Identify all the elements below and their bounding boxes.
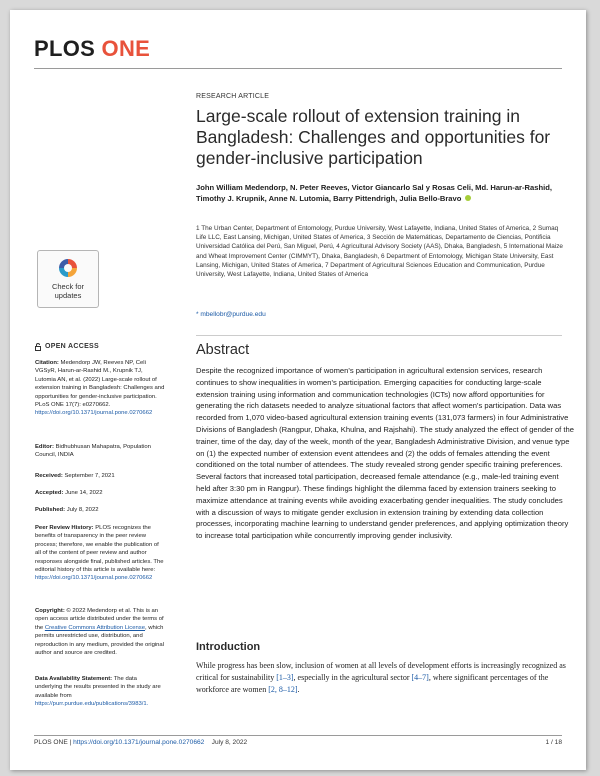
reference-link[interactable]: [2, 8–12] bbox=[268, 685, 298, 694]
data-availability-block bbox=[35, 675, 165, 709]
license-link[interactable]: Creative Commons Attribution License bbox=[44, 624, 146, 631]
copyright-label: Copyright: bbox=[35, 608, 65, 614]
published-date: July 8, 2022 bbox=[66, 507, 99, 513]
peer-review-link[interactable]: https://doi.org/10.1371/journal.pone.0270662 bbox=[35, 575, 153, 582]
introduction-heading: Introduction bbox=[196, 641, 261, 653]
accepted-date: June 14, 2022 bbox=[65, 490, 103, 496]
abstract-heading: Abstract bbox=[196, 342, 250, 358]
editor-label: Editor: bbox=[35, 444, 54, 450]
footer-divider bbox=[34, 735, 562, 736]
peer-review-block bbox=[35, 524, 165, 583]
data-availability-label: Data Availability Statement: bbox=[35, 676, 113, 682]
peer-review-text: PLOS recognizes the benefits of transparency in the peer review process; therefore, we enable the publication of all of the content of peer review and author responses alongside final, published articles. The editorial history of this article is available here: bbox=[35, 525, 164, 574]
intro-text-part: . bbox=[297, 685, 300, 694]
data-availability-link[interactable]: https://purr.purdue.edu/publications/3983/1. bbox=[35, 701, 149, 708]
citation-block bbox=[35, 359, 165, 418]
accepted-label: Accepted: bbox=[35, 490, 64, 496]
open-access-text: OPEN ACCESS bbox=[45, 343, 99, 350]
article-title: Large-scale rollout of extension training in Bangladesh: Challenges and opportunities for gender-inclusive participation bbox=[196, 106, 551, 168]
article-type: RESEARCH ARTICLE bbox=[196, 93, 270, 100]
published-block bbox=[35, 506, 165, 514]
copyright-text: © 2022 Medendorp et al. This is an open access article distributed under the terms of the bbox=[35, 608, 164, 631]
received-block bbox=[35, 472, 165, 480]
check-updates-label bbox=[38, 283, 98, 300]
journal-logo[interactable] bbox=[34, 36, 150, 62]
copyright-block bbox=[35, 607, 165, 657]
citation-doi-link[interactable]: https://doi.org/10.1371/journal.pone.0270662 bbox=[35, 410, 153, 417]
data-availability-text: The data underlying the results presented in the study are available from bbox=[35, 676, 161, 699]
footer-date: July 8, 2022 bbox=[211, 739, 248, 746]
received-label: Received: bbox=[35, 473, 63, 479]
check-updates-line2: updates bbox=[54, 290, 82, 300]
abstract-divider bbox=[196, 335, 562, 336]
corresponding-email[interactable]: * mbellobr@purdue.edu bbox=[196, 311, 266, 318]
lock-icon bbox=[35, 343, 41, 351]
abstract-text: Despite the recognized importance of women's participation in agricultural extension services, research continues to show inequalities in women's participation. Emerging capacities for conducting large-scale extension training using information and communication technologies (ICTs) now afford opportunities for generating the rich datasets needed to analyze situational factors that affect women's participation. Data was recorded from 1,070 video-based agricultural extension training events (131,073 farmers) in four Administrative Divisions of Bangladesh (Rangpur, Dhaka, Khulna, and Rajshahi). The study analyzed the effect of gender of the trainer, time of the day, day of the week, month of the year, Bangladesh Administrative Division, and venue type on (1) the expected number of extension event attendees and (2) the odds of females attending the event conditioned on the total number of attendees. The study revealed strong gender specific training preferences. Several factors that increased total participation, decreased female attendance (e.g., male-led training event held after 3:30 pm in Rangpur). These findings highlight the dilemma faced by extension trainers seeking to maximize attendance at training events while avoiding exacerbating gender inequalities. The study concludes with a discussion of ways to mitigate gender exclusion in extension training by extending data collection processes, incorporating machine learning to understand gender preferences, and applying optimization theory to increase total participation while concurrently improving gender inclusivity. bbox=[196, 366, 574, 541]
published-label: Published: bbox=[35, 507, 66, 513]
open-access-label bbox=[35, 343, 165, 351]
page-number: 1 / 18 bbox=[545, 739, 562, 746]
editor-text: Bidhubhusan Mahapatra, Population Council, INDIA bbox=[35, 444, 151, 459]
intro-text-part: , especially in the agricultural sector bbox=[293, 673, 412, 682]
footer-journal: PLOS ONE | bbox=[34, 739, 74, 746]
footer-doi-link[interactable]: https://doi.org/10.1371/journal.pone.0270662 bbox=[73, 739, 205, 746]
reference-link[interactable]: [1–3] bbox=[276, 673, 294, 682]
citation-text: Medendorp JW, Reeves NP, Celi VGSyR, Harun-ar-Rashid M., Krupnik TJ, Lutomia AN, et al. (2022) Large-scale rollout of extension training in Bangladesh: Challenges and opportunities for gender-inclusive participation. PLoS ONE 17(7): e0270662. bbox=[35, 360, 165, 409]
check-updates-icon bbox=[57, 257, 79, 279]
intro-text-part: , where significant percentages of the workforce are women bbox=[196, 673, 549, 694]
check-for-updates-badge[interactable] bbox=[37, 250, 99, 308]
page-footer bbox=[34, 739, 247, 746]
author-list bbox=[196, 182, 571, 204]
intro-text-part: While progress has been slow, inclusion of women at all levels of development efforts is increasingly recognized as critical for sustainability bbox=[196, 661, 566, 682]
header-divider bbox=[34, 68, 562, 69]
introduction-text bbox=[196, 660, 568, 696]
check-updates-line1: Check for bbox=[51, 282, 85, 291]
author-names: John William Medendorp, N. Peter Reeves, Victor Giancarlo Sal y Rosas Celi, Md. Harun-ar-Rashid, Timothy J. Krupnik, Anne N. Lutomia, Barry Pittendrigh, Julia Bello-Bravo bbox=[196, 183, 552, 203]
orcid-icon[interactable] bbox=[465, 195, 471, 201]
journal-logo-plos: PLOS bbox=[34, 36, 96, 61]
peer-review-label: Peer Review History: bbox=[35, 525, 94, 531]
article-page bbox=[10, 10, 586, 770]
accepted-block bbox=[35, 489, 165, 497]
received-date: September 7, 2021 bbox=[64, 473, 115, 479]
affiliations: 1 The Urban Center, Department of Entomology, Purdue University, West Lafayette, Indiana, United States of America, 2 Sumaq Life LLC, East Lansing, Michigan, United States of America, 3 Sección de Matemáticas, Departamento de Ciencias, Pontificia Universidad Católica del Perú, San Miguel, Perú, 4 Agricultural Advisory Society (AAS), Dhaka, Bangladesh, 5 International Maize and Wheat Improvement Center (CIMMYT), Dhaka, Bangladesh, 6 Department of Entomology, Michigan State University, East Lansing, Michigan, United States of America, 7 Department of Agricultural Sciences Education and Communication, Purdue University, West Lafayette, Indiana, United States of America bbox=[196, 225, 563, 279]
reference-link[interactable]: [4–7] bbox=[411, 673, 429, 682]
copyright-text-end: , which permits unrestricted use, distribution, and reproduction in any medium, provided the original author and source are credited. bbox=[35, 624, 165, 657]
journal-logo-one: ONE bbox=[101, 36, 151, 61]
citation-label: Citation: bbox=[35, 360, 59, 366]
editor-block bbox=[35, 443, 165, 460]
